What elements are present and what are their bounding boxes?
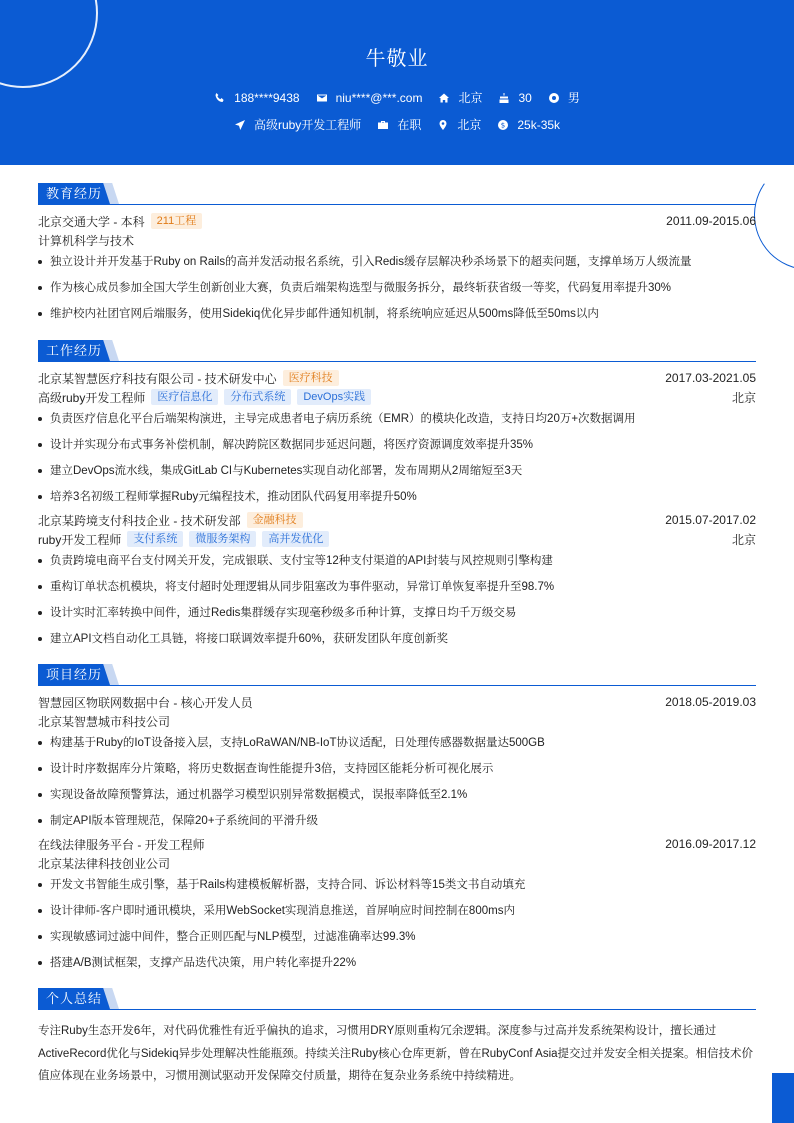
- email-item: [316, 91, 423, 105]
- phone-icon: [214, 92, 226, 104]
- section-header: [38, 340, 756, 362]
- list-item: 建立API文档自动化工具链，将接口联调效率提升60%，获研发团队年度创新奖: [38, 626, 756, 652]
- project-company: 北京某法律科技创业公司: [38, 856, 171, 871]
- contact-row: [0, 89, 794, 106]
- age-text: 30: [518, 90, 532, 105]
- location-pin-icon: [437, 119, 449, 131]
- project-bullets: [38, 872, 756, 976]
- project-name: 在线法律服务平台 - 开发工程师: [38, 837, 205, 852]
- salary-item: [497, 118, 560, 132]
- cake-icon: [498, 92, 510, 104]
- job-date: 2015.07-2017.02: [665, 513, 756, 527]
- job-entry-head: [38, 510, 756, 530]
- school-name: 北京交通大学 - 本科: [38, 214, 145, 229]
- salary-text: 25k-35k: [517, 117, 561, 132]
- section-title: 工作经历: [38, 340, 110, 361]
- job-city: 北京: [731, 532, 756, 547]
- industry-tag: 医疗科技: [283, 370, 339, 386]
- summary-text: 专注Ruby生态开发6年，对代码优雅性有近乎偏执的追求，习惯用DRY原则重构冗余逻辑。深度参与过高并发系统架构设计，擅长通过ActiveRecord优化与Sidekiq异步处理解决性能瓶颈。持续关注Ruby核心仓库更新，曾在RubyConf Asia提交过并发安全相关提案。相信技术价值应体现在业务场景中，习惯用测试驱动开发保障交付质量，期待在复杂业务系统中持续精进。: [38, 1025, 754, 1082]
- job-bullets: [38, 406, 756, 510]
- list-item: 设计时序数据库分片策略，将历史数据查询性能提升3倍，支持园区能耗分析可视化展示: [38, 756, 756, 782]
- job-bullets: [38, 548, 756, 652]
- gender-text: 男: [567, 91, 580, 105]
- list-item: 设计并实现分布式事务补偿机制，解决跨院区数据同步延迟问题，将医疗资源调度效率提升35%: [38, 432, 756, 458]
- list-item: 重构订单状态机模块，将支付超时处理逻辑从同步阻塞改为事件驱动，异常订单恢复率提升至98.7%: [38, 574, 756, 600]
- phone-item: [214, 91, 299, 105]
- list-item: 负责跨境电商平台支付网关开发，完成银联、支付宝等12种支付渠道的API封装与风控规则引擎构建: [38, 548, 756, 574]
- gender-item: [548, 89, 580, 106]
- skill-tag: 分布式系统: [224, 389, 291, 405]
- skill-tag: 支付系统: [127, 531, 183, 547]
- age-item: [498, 91, 531, 105]
- education-major-row: [38, 231, 756, 249]
- list-item: 实现敏感词过滤中间件，整合正则匹配与NLP模型，过滤准确率达99.3%: [38, 924, 756, 950]
- list-item: 设计律师-客户即时通讯模块，采用WebSocket实现消息推送，首屏响应时间控制在800ms内: [38, 898, 756, 924]
- resume-header: [0, 0, 794, 165]
- list-item: 作为核心成员参加全国大学生创新创业大赛，负责后端架构选型与微服务拆分，最终斩获省级一等奖，代码复用率提升30%: [38, 275, 756, 301]
- school-tag: 211工程: [151, 213, 203, 229]
- company-name: 北京某智慧医疗科技有限公司 - 技术研发中心: [38, 371, 277, 386]
- projects-section: [38, 664, 756, 976]
- education-date: 2011.09-2015.06: [666, 214, 756, 228]
- list-item: 设计实时汇率转换中间件，通过Redis集群缓存实现毫秒级多币种计算，支撑日均千万级交易: [38, 600, 756, 626]
- project-entry-head: [38, 692, 756, 712]
- status-item: [377, 116, 421, 133]
- job-title-text: 高级ruby开发工程师: [253, 118, 362, 132]
- job-item: [234, 116, 361, 133]
- city-text: 北京: [458, 91, 483, 105]
- project-company-row: [38, 854, 756, 872]
- project-bullets: [38, 730, 756, 834]
- project-company: 北京某智慧城市科技公司: [38, 714, 171, 729]
- job-role-row: [38, 388, 756, 406]
- list-item: 搭建A/B测试框架，支撑产品迭代决策，用户转化率提升22%: [38, 950, 756, 976]
- list-item: 制定API版本管理规范，保障20+子系统间的平滑升级: [38, 808, 756, 834]
- work-section: [38, 340, 756, 652]
- section-title: 个人总结: [38, 988, 110, 1009]
- company-name: 北京某跨境支付科技企业 - 技术研发部: [38, 513, 241, 528]
- job-entry-head: [38, 368, 756, 388]
- section-title: 教育经历: [38, 183, 110, 204]
- project-name: 智慧园区物联网数据中台 - 核心开发人员: [38, 695, 253, 710]
- list-item: 构建基于Ruby的IoT设备接入层，支持LoRaWAN/NB-IoT协议适配，日处理传感器数据量达500GB: [38, 730, 756, 756]
- job-role: 高级ruby开发工程师: [38, 390, 146, 405]
- job-row: [0, 116, 794, 133]
- skill-tag: DevOps实践: [297, 389, 371, 405]
- skill-tag: 医疗信息化: [151, 389, 218, 405]
- list-item: 开发文书智能生成引擎，基于Rails构建模板解析器，支持合同、诉讼材料等15类文书自动填充: [38, 872, 756, 898]
- list-item: 实现设备故障预警算法，通过机器学习模型识别异常数据模式，误报率降低至2.1%: [38, 782, 756, 808]
- money-icon: [497, 119, 509, 131]
- project-date: 2016.09-2017.12: [665, 837, 756, 851]
- major-name: 计算机科学与技术: [38, 233, 135, 248]
- home-icon: [438, 92, 450, 104]
- send-icon: [234, 119, 246, 131]
- skill-tag: 微服务架构: [189, 531, 256, 547]
- location-text: 北京: [457, 118, 482, 132]
- summary-section: [38, 988, 756, 1088]
- gender-icon: [548, 92, 560, 104]
- job-role-row: [38, 530, 756, 548]
- list-item: 独立设计并开发基于Ruby on Rails的高并发活动报名系统，引入Redis缓存层解决秒杀场景下的超卖问题，支撑单场万人级流量: [38, 249, 756, 275]
- phone-number: 188****9438: [234, 90, 300, 105]
- project-company-row: [38, 712, 756, 730]
- briefcase-icon: [377, 119, 389, 131]
- skill-tag: 高并发优化: [262, 531, 329, 547]
- mail-icon: [316, 92, 328, 104]
- decorative-corner-bar: [772, 1073, 794, 1123]
- section-header: [38, 988, 756, 1010]
- email-address: niu****@***.com: [335, 90, 423, 105]
- list-item: 负责医疗信息化平台后端架构演进，主导完成患者电子病历系统（EMR）的模块化改造，支持日均20万+次数据调用: [38, 406, 756, 432]
- section-title: 项目经历: [38, 664, 110, 685]
- section-header: [38, 664, 756, 686]
- status-text: 在职: [397, 118, 422, 132]
- list-item: 维护校内社团官网后端服务，使用Sidekiq优化异步邮件通知机制，将系统响应延迟从500ms降低至50ms以内: [38, 301, 756, 327]
- svg-text:$: $: [501, 121, 506, 130]
- candidate-name: 牛敬业: [365, 48, 429, 70]
- job-role: ruby开发工程师: [38, 532, 122, 547]
- job-city: 北京: [731, 390, 756, 405]
- education-entry-head: [38, 211, 756, 231]
- project-entry-head: [38, 834, 756, 854]
- job-date: 2017.03-2021.05: [665, 371, 756, 385]
- section-header: [38, 183, 756, 205]
- industry-tag: 金融科技: [247, 512, 303, 528]
- list-item: 培养3名初级工程师掌握Ruby元编程技术，推动团队代码复用率提升50%: [38, 484, 756, 510]
- location-item: [437, 116, 481, 133]
- education-section: [38, 183, 756, 327]
- project-date: 2018.05-2019.03: [665, 695, 756, 709]
- list-item: 建立DevOps流水线，集成GitLab CI与Kubernetes实现自动化部署，发布周期从2周缩短至3天: [38, 458, 756, 484]
- education-bullets: [38, 249, 756, 327]
- city-item: [438, 89, 482, 106]
